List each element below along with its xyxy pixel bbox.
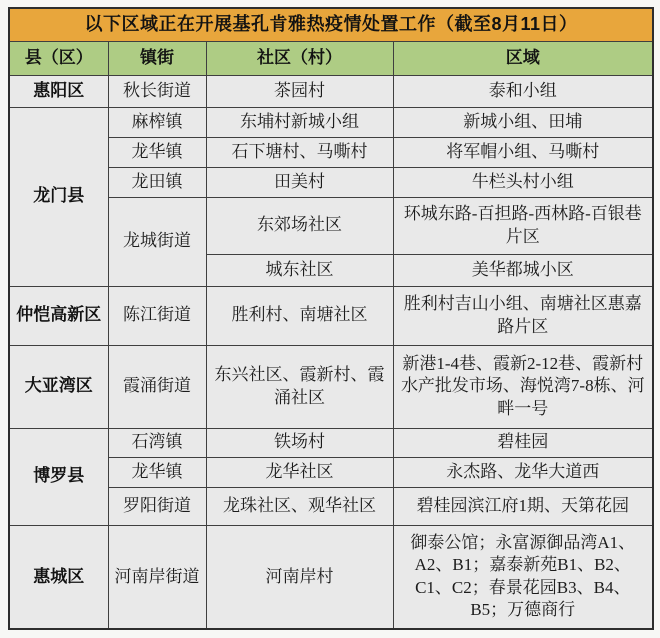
county-cell: 仲恺高新区 bbox=[9, 286, 108, 345]
community-cell: 东郊场社区 bbox=[206, 197, 393, 254]
town-cell: 龙华镇 bbox=[108, 137, 206, 167]
town-cell: 龙田镇 bbox=[108, 167, 206, 197]
county-cell: 博罗县 bbox=[9, 428, 108, 525]
table-header-row bbox=[9, 41, 653, 75]
community-cell: 石下塘村、马嘶村 bbox=[206, 137, 393, 167]
county-cell: 大亚湾区 bbox=[9, 345, 108, 428]
community-cell: 东兴社区、霞新村、霞涌社区 bbox=[206, 345, 393, 428]
community-cell: 铁场村 bbox=[206, 428, 393, 457]
town-cell: 河南岸街道 bbox=[108, 525, 206, 629]
table-title-row bbox=[9, 8, 653, 41]
area-cell: 胜利村吉山小组、南塘社区惠嘉路片区 bbox=[393, 286, 653, 345]
community-cell: 龙华社区 bbox=[206, 457, 393, 487]
county-cell: 惠阳区 bbox=[9, 75, 108, 107]
town-cell: 秋长街道 bbox=[108, 75, 206, 107]
community-cell: 胜利村、南塘社区 bbox=[206, 286, 393, 345]
county-cell: 龙门县 bbox=[9, 107, 108, 286]
town-cell: 陈江街道 bbox=[108, 286, 206, 345]
area-cell: 碧桂园 bbox=[393, 428, 653, 457]
area-cell: 御泰公馆；永富源御品湾A1、A2、B1；嘉泰新苑B1、B2、C1、C2；春景花园B3、B4、B5；万德商行 bbox=[393, 525, 653, 629]
area-cell: 新城小组、田埔 bbox=[393, 107, 653, 137]
table-row bbox=[9, 345, 653, 428]
col-header-community: 社区（村） bbox=[206, 41, 393, 75]
area-cell: 将军帽小组、马嘶村 bbox=[393, 137, 653, 167]
community-cell: 城东社区 bbox=[206, 254, 393, 286]
town-cell: 罗阳街道 bbox=[108, 487, 206, 525]
table-row bbox=[9, 107, 653, 137]
col-header-area: 区域 bbox=[393, 41, 653, 75]
area-cell: 永杰路、龙华大道西 bbox=[393, 457, 653, 487]
county-cell: 惠城区 bbox=[9, 525, 108, 629]
community-cell: 龙珠社区、观华社区 bbox=[206, 487, 393, 525]
community-cell: 东埔村新城小组 bbox=[206, 107, 393, 137]
town-cell: 石湾镇 bbox=[108, 428, 206, 457]
town-cell: 麻榨镇 bbox=[108, 107, 206, 137]
community-cell: 田美村 bbox=[206, 167, 393, 197]
town-cell: 龙华镇 bbox=[108, 457, 206, 487]
community-cell: 河南岸村 bbox=[206, 525, 393, 629]
area-cell: 新港1-4巷、霞新2-12巷、霞新村水产批发市场、海悦湾7-8栋、河畔一号 bbox=[393, 345, 653, 428]
table-row bbox=[9, 525, 653, 629]
area-cell: 环城东路-百担路-西林路-百银巷片区 bbox=[393, 197, 653, 254]
town-cell: 霞涌街道 bbox=[108, 345, 206, 428]
epidemic-area-table bbox=[8, 7, 654, 630]
area-cell: 碧桂园滨江府1期、天第花园 bbox=[393, 487, 653, 525]
community-cell: 茶园村 bbox=[206, 75, 393, 107]
area-cell: 美华都城小区 bbox=[393, 254, 653, 286]
area-cell: 牛栏头村小组 bbox=[393, 167, 653, 197]
table-title: 以下区域正在开展基孔肯雅热疫情处置工作（截至8月11日） bbox=[9, 8, 653, 41]
col-header-county: 县（区） bbox=[9, 41, 108, 75]
area-cell: 泰和小组 bbox=[393, 75, 653, 107]
town-cell: 龙城街道 bbox=[108, 197, 206, 286]
table-row bbox=[9, 286, 653, 345]
table-row bbox=[9, 75, 653, 107]
table-row bbox=[9, 428, 653, 457]
col-header-town: 镇街 bbox=[108, 41, 206, 75]
